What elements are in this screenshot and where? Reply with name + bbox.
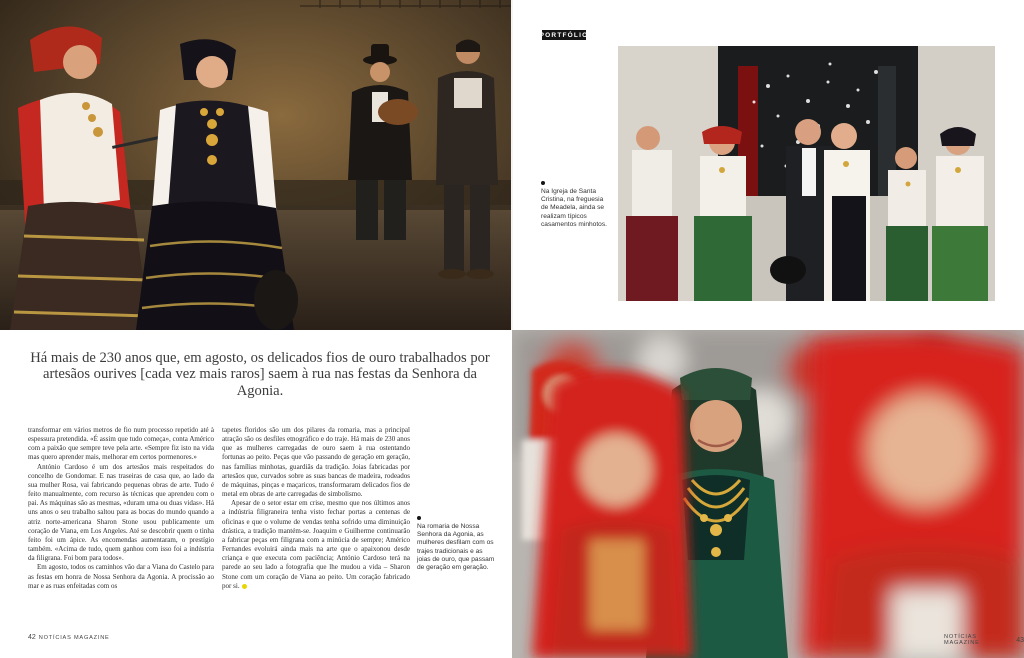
folio-label: NOTÍCIAS MAGAZINE <box>38 634 110 641</box>
caption-bullet-icon <box>541 181 545 185</box>
section-tag: PORTFÓLIO <box>539 31 589 39</box>
folio-left <box>28 634 110 641</box>
caption-wedding-text: Na Igreja de Santa Cristina, na freguesia de Meadela, ainda se realizam típicos casamentos minhotos. <box>541 188 607 228</box>
caption-wedding <box>541 181 607 229</box>
article-paragraph-text: Apesar de o setor estar em crise, mesmo que nos últimos anos a indústria filigraneira tenha visto fechar portas a centenas de oficinas e que o volume de vendas tenha sofrido uma diminuição drástica, a tradição mantém-se. Joaquim e Guilherme continuarão a fabricar peças em filigrana com a minúcia de sempre; Américo Fernandes evoluirá ainda mais na arte que o apaixonou desde criança e que executa com paciência; António Cardoso terá na parede ao seu lado a fotografia que lhe mudou a vida – Sharon Stone com um coração de Viana ao peito. Um coração fabricado por si. <box>222 499 410 590</box>
spread-gutter <box>511 0 513 330</box>
folio-right <box>944 634 1024 646</box>
page-number: 43 <box>1016 636 1024 644</box>
photo-traditional-dancers <box>0 0 512 330</box>
caption-festival-text: Na romaria de Nossa Senhora da Agonia, as mulheres desfilam com os trajes tradicionais e as joias de ouro, que passam de geração em geração. <box>417 523 495 572</box>
photo-wedding-church <box>618 46 995 301</box>
folio-label: NOTÍCIAS MAGAZINE <box>944 634 980 646</box>
page-number: 42 <box>28 634 36 641</box>
article-paragraph: tapetes floridos são um dos pilares da romaria, mas a principal atração são os desfiles etnográfico e do traje. Há mais de 230 anos que as mulheres carregadas de ouro saem à rua ostentando fortunas ao peito. Peças que vão passando de geração em geração, nas famílias minhotas, guardiãs da tradição. Joias fabricadas por artesãos que, curvados sobre as suas bancas de madeira, rodeados de máquinas, pinças e maçaricos, transformaram delicados fios de metal em obras de arte carregadas de simbolismo. <box>222 426 410 499</box>
article-paragraph: António Cardoso é um dos artesãos mais respeitados do concelho de Gondomar. E nas traseiras de casa que, ao lado da sua mulher Rosa, vai fabricando pequenas obras de arte. Tudo é feito manualmente, com recurso às técnicas que aprendeu com o pai. As máquinas são as mesmas, «duram uma ou duas vidas». Há uns anos o seu trabalho saltou para as bocas do mundo quando a atriz norte-americana Sharon Stone usou publicamente um coração de Viana, em Los Angeles. Até se descobrir quem o tinha feito foi um ápice. As encomendas aumentaram, o prestígio também. «Acima de tudo, quem ganhou com isso foi a indústria da filigrana. Foi bom para todos». <box>28 462 214 563</box>
photo-festival-women <box>512 330 1024 658</box>
article-paragraph: Em agosto, todos os caminhos vão dar a Viana do Castelo para as festas em honra de Nossa Senhora da Agonia. A procissão ao mar e as ruas enfeitadas com os <box>28 563 214 590</box>
article-column-1 <box>28 426 214 591</box>
pull-quote: Há mais de 230 anos que, em agosto, os delicados fios de ouro trabalhados por artesãos ourives [cada vez mais raros] saem à rua nas festas da Senhora da Agonia. <box>30 350 490 399</box>
article-column-2 <box>222 426 410 591</box>
caption-festival <box>417 516 497 572</box>
end-mark-icon <box>242 584 247 589</box>
article-paragraph-final <box>222 499 410 591</box>
article-paragraph: transformar em vários metros de fio num processo repetido até à espessura pretendida. «É assim que tudo começa», conta Américo com a paixão que sempre teve pela arte. «Sempre fiz isto na vida mas quero aprender mais, melhorar em certos pormenores.» <box>28 426 214 462</box>
caption-bullet-icon <box>417 516 421 520</box>
